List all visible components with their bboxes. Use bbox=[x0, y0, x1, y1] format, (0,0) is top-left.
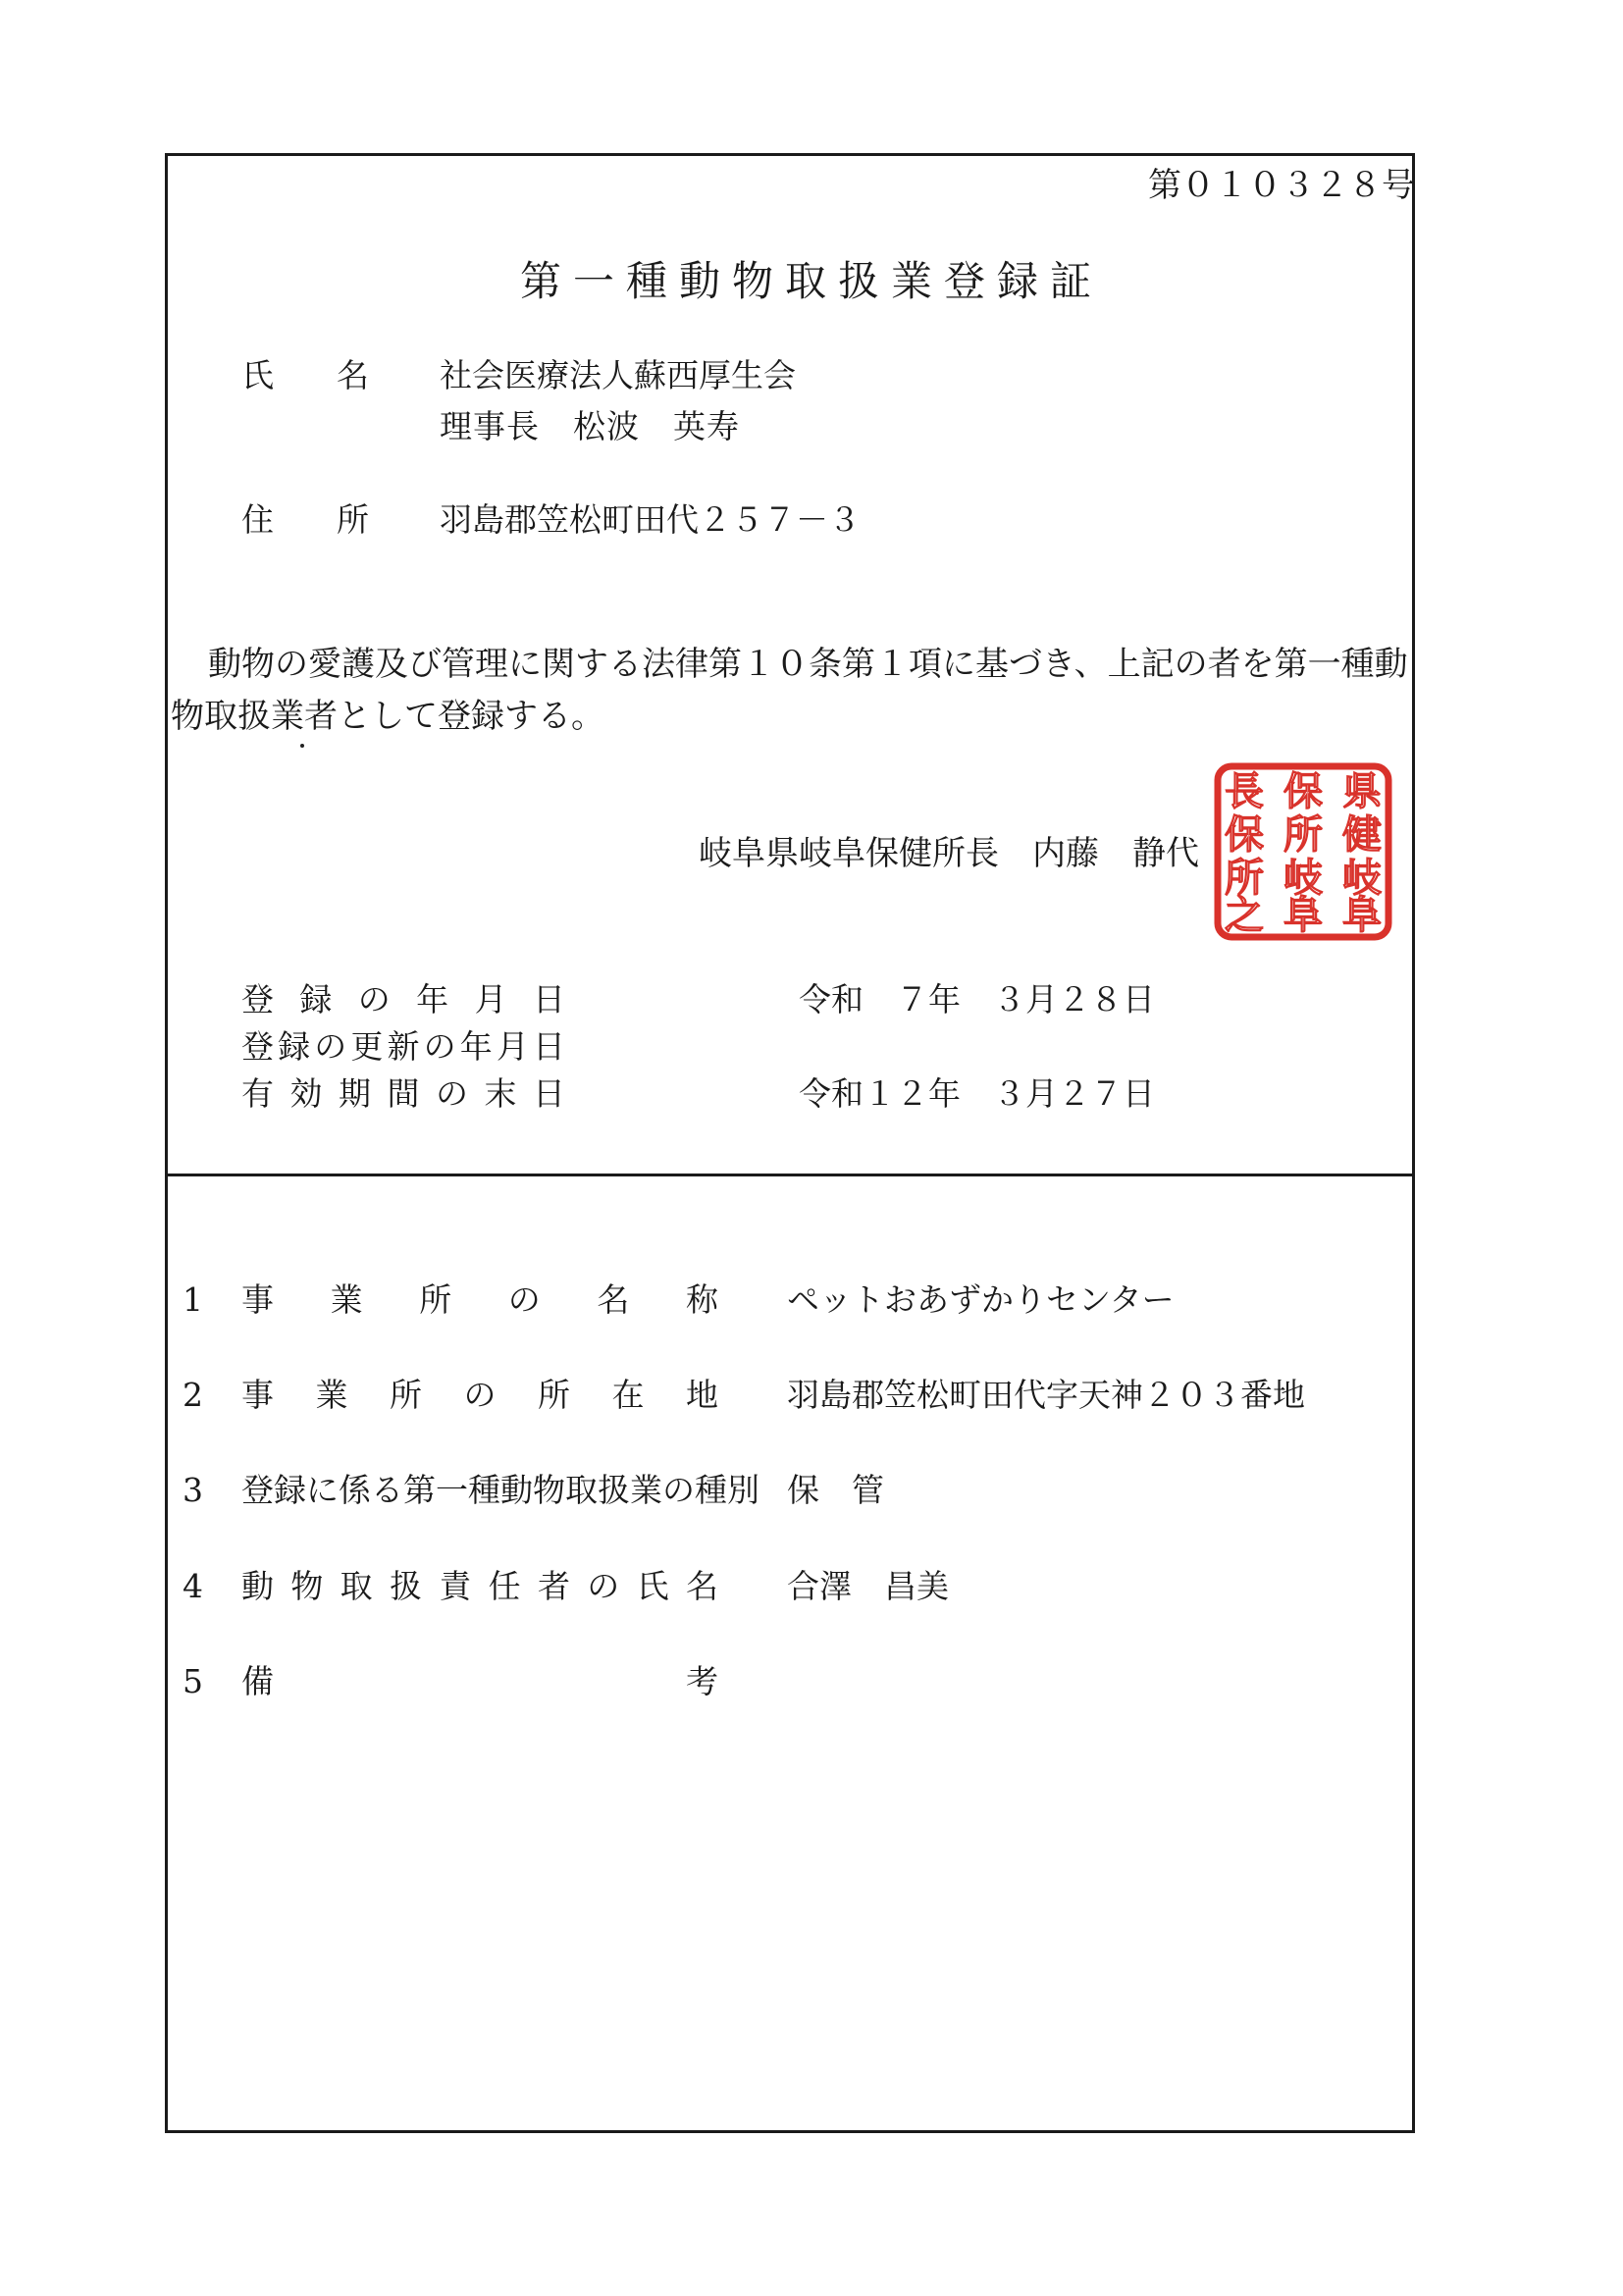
seal-glyph: 長 bbox=[1225, 769, 1264, 814]
seal-glyph: 岐 bbox=[1342, 856, 1382, 901]
label-char: 氏 bbox=[241, 356, 274, 394]
label-char: の bbox=[357, 980, 391, 1018]
label-char: 新 bbox=[387, 1027, 420, 1066]
label-char: 年 bbox=[459, 1027, 493, 1066]
seal-glyph: 保 bbox=[1283, 769, 1323, 814]
label-char: 登 bbox=[241, 980, 274, 1018]
item-label-business-name bbox=[241, 1280, 718, 1319]
label-char: 間 bbox=[387, 1074, 420, 1113]
label-char: の bbox=[314, 1027, 347, 1066]
label-char: 効 bbox=[289, 1074, 323, 1113]
label-char: 名 bbox=[597, 1280, 630, 1319]
item-value-business-location: 羽島郡笠松町田代字天神２０３番地 bbox=[787, 1376, 1305, 1414]
label-char: 任 bbox=[488, 1567, 521, 1605]
label-char: 事 bbox=[241, 1376, 274, 1414]
seal-glyph: 阜 bbox=[1342, 893, 1382, 938]
label-char: 所 bbox=[538, 1376, 570, 1414]
seal-glyph: 阜 bbox=[1283, 893, 1323, 938]
seal-glyph: 所 bbox=[1225, 856, 1264, 901]
item-value-responsible-person: 合澤 昌美 bbox=[787, 1567, 949, 1605]
item-number: 1 bbox=[183, 1280, 203, 1319]
certificate-number: 第０１０３２８号 bbox=[1148, 166, 1415, 205]
label-char: 称 bbox=[685, 1280, 718, 1319]
seal-glyph: 保 bbox=[1225, 812, 1264, 858]
item-value-business-type: 保 管 bbox=[787, 1471, 884, 1509]
label-char: の bbox=[587, 1567, 620, 1605]
label-char: 所 bbox=[390, 1376, 422, 1414]
official-seal bbox=[1213, 761, 1393, 942]
item-number: 4 bbox=[183, 1567, 203, 1605]
renewal-date-label bbox=[241, 1027, 565, 1066]
label-char: 日 bbox=[533, 1074, 565, 1113]
label-char: 業 bbox=[315, 1376, 348, 1414]
label-char: 氏 bbox=[636, 1567, 669, 1605]
label-char: 在 bbox=[611, 1376, 645, 1414]
item-label-business-location bbox=[241, 1376, 718, 1414]
label-char: 月 bbox=[496, 1027, 529, 1066]
label-char: 取 bbox=[340, 1567, 373, 1605]
label-char: 所 bbox=[419, 1280, 452, 1319]
label-char: 日 bbox=[533, 1027, 565, 1066]
label-char: 考 bbox=[686, 1662, 718, 1700]
item-number: 2 bbox=[183, 1376, 203, 1414]
label-char: 期 bbox=[339, 1074, 371, 1113]
registrant-representative: 理事長 松波 英寿 bbox=[440, 407, 740, 445]
registrant-address: 羽島郡笠松町田代２５７－３ bbox=[440, 500, 861, 539]
stray-mark bbox=[300, 744, 304, 748]
label-char: の bbox=[463, 1376, 497, 1414]
address-label bbox=[241, 500, 369, 539]
issuer-name: 岐阜県岐阜保健所長 内藤 静代 bbox=[699, 834, 1199, 873]
registration-date-value: 令和 ７年 ３月２８日 bbox=[799, 980, 1155, 1018]
label-char: 末 bbox=[484, 1074, 517, 1113]
label-char: 録 bbox=[299, 980, 333, 1018]
label-char: 年 bbox=[416, 980, 449, 1018]
label-char: 住 bbox=[241, 500, 274, 539]
label-char: 動 bbox=[241, 1567, 274, 1605]
item-number: 3 bbox=[183, 1471, 203, 1509]
expiry-date-value: 令和１２年 ３月２７日 bbox=[799, 1074, 1155, 1113]
label-char: 所 bbox=[337, 500, 369, 539]
label-char: 更 bbox=[350, 1027, 384, 1066]
label-char: 事 bbox=[241, 1280, 274, 1319]
statement-line-1: 動物の愛護及び管理に関する法律第１０条第１項に基づき、上記の者を第一種動 bbox=[208, 645, 1408, 684]
seal-glyph: 県 bbox=[1342, 769, 1382, 814]
section-divider bbox=[165, 1174, 1415, 1176]
label-char: 登 bbox=[241, 1027, 274, 1066]
statement-line-2: 物取扱業者として登録する。 bbox=[171, 697, 604, 736]
label-char: 業 bbox=[330, 1280, 363, 1319]
document-title: 第一種動物取扱業登録証 bbox=[520, 257, 1104, 305]
label-char: 扱 bbox=[389, 1567, 422, 1605]
label-char: 日 bbox=[532, 980, 565, 1018]
item-value-business-name: ペットおあずかりセンター bbox=[787, 1280, 1175, 1319]
item-number: 5 bbox=[183, 1662, 203, 1700]
item-label-responsible-person bbox=[241, 1567, 718, 1605]
label-char: 登録に係る第一種動物取扱業の種別 bbox=[241, 1471, 759, 1509]
seal-glyph: 岐 bbox=[1283, 856, 1323, 901]
seal-glyph: 健 bbox=[1342, 812, 1382, 858]
label-char: の bbox=[507, 1280, 541, 1319]
label-char: 名 bbox=[337, 356, 369, 394]
registration-date-label bbox=[241, 980, 565, 1018]
label-char: 有 bbox=[241, 1074, 274, 1113]
seal-glyph: 所 bbox=[1283, 812, 1323, 858]
seal-glyph: 之 bbox=[1225, 893, 1264, 938]
label-char: 月 bbox=[474, 980, 507, 1018]
label-char: 地 bbox=[686, 1376, 718, 1414]
label-char: 責 bbox=[439, 1567, 472, 1605]
registrant-organization: 社会医療法人蘇西厚生会 bbox=[440, 356, 796, 394]
expiry-date-label bbox=[241, 1074, 565, 1113]
label-char: 者 bbox=[537, 1567, 570, 1605]
certificate-frame bbox=[165, 153, 1415, 2133]
label-char: 録 bbox=[278, 1027, 311, 1066]
label-char: の bbox=[423, 1027, 456, 1066]
label-char: の bbox=[436, 1074, 468, 1113]
label-char: 備 bbox=[241, 1662, 274, 1700]
name-label bbox=[241, 356, 369, 394]
label-char: 名 bbox=[685, 1567, 718, 1605]
item-label-remarks bbox=[241, 1662, 718, 1700]
label-char: 物 bbox=[290, 1567, 324, 1605]
item-label-business-type bbox=[241, 1471, 759, 1509]
